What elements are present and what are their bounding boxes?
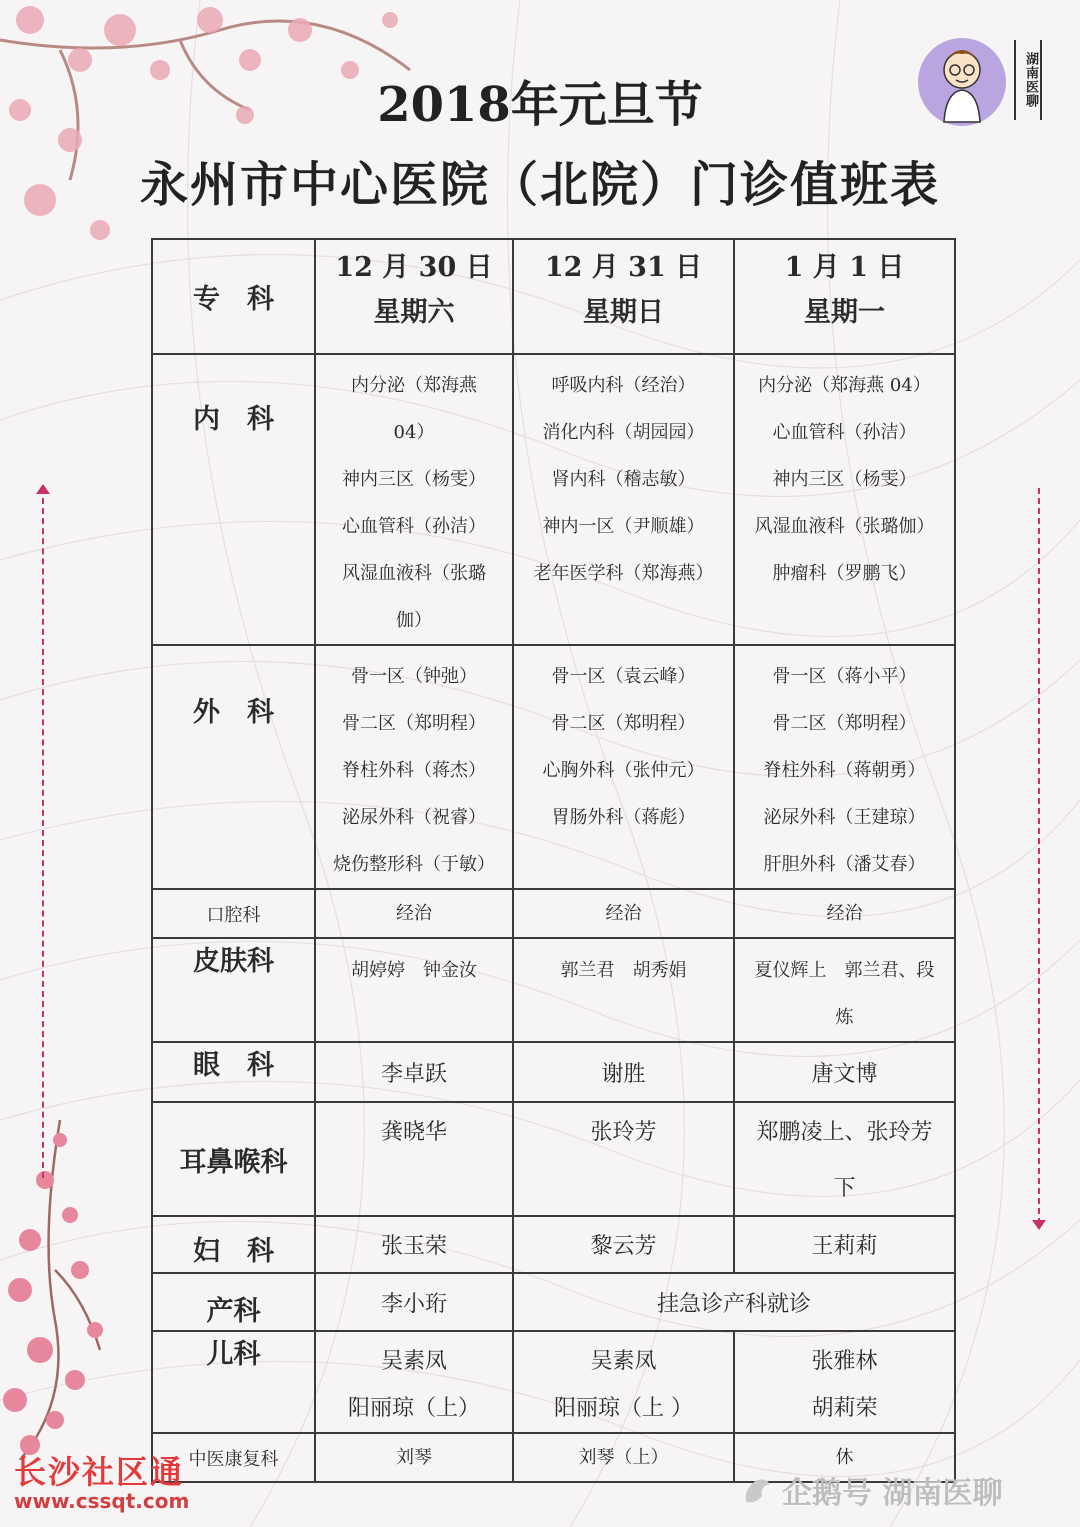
table-row xyxy=(152,1331,955,1433)
duty-entry: 肾内科（稽志敏） xyxy=(551,469,696,490)
dept-cell xyxy=(152,889,315,938)
duty-cell xyxy=(734,645,955,889)
duty-entry: 张玲芳 xyxy=(590,1120,657,1145)
duty-entry: 张雅林 xyxy=(811,1349,878,1374)
duty-entry: 黎云芳 xyxy=(590,1234,657,1259)
duty-entry: 内分泌（郑海燕 04） xyxy=(758,375,931,396)
header-dept-cell xyxy=(152,239,315,354)
duty-entry: 心血管科（孙洁） xyxy=(772,422,917,443)
page-title-line1: 2018年元旦节 xyxy=(377,77,703,133)
duty-entry: 胡莉荣 xyxy=(811,1396,878,1421)
dept-cell xyxy=(152,1042,315,1102)
duty-entry: 郑鹏凌上、张玲芳 xyxy=(756,1120,933,1145)
dept-label: 耳鼻喉科 xyxy=(179,1146,288,1178)
duty-entry: 李卓跃 xyxy=(380,1061,447,1087)
dept-label: 皮肤科 xyxy=(193,946,274,977)
duty-cell xyxy=(513,938,734,1042)
dept-label: 外 科 xyxy=(193,697,274,728)
table-row xyxy=(152,938,955,1042)
duty-cell xyxy=(315,1273,513,1331)
duty-cell xyxy=(315,1042,513,1102)
watermark-cssqt-title: 长沙社区通 xyxy=(14,1453,185,1491)
duty-entry: 肿瘤科（罗鹏飞） xyxy=(772,563,917,584)
duty-entry: 经治 xyxy=(605,903,642,924)
header-date: 12 月 31 日 xyxy=(544,252,703,283)
duty-cell xyxy=(513,354,734,645)
dept-cell xyxy=(152,1102,315,1216)
duty-entry: 刘琴（上） xyxy=(578,1447,669,1468)
header-date: 1 月 1 日 xyxy=(784,252,905,283)
cherry-blossom-bottom-decoration xyxy=(0,1120,110,1460)
dept-cell xyxy=(152,1216,315,1273)
table-row xyxy=(152,354,955,645)
duty-entry: 夏仪辉上 郭兰君、段 xyxy=(754,960,935,981)
duty-cell xyxy=(513,1216,734,1273)
table-row xyxy=(152,1102,955,1216)
duty-entry: 伽） xyxy=(396,610,432,631)
dept-cell xyxy=(152,938,315,1042)
duty-entry: 神内一区（尹顺雄） xyxy=(542,516,705,537)
duty-cell xyxy=(513,1433,734,1482)
duty-entry: 呼吸内科（经治） xyxy=(551,375,696,396)
duty-cell xyxy=(513,1102,734,1216)
duty-entry: 04） xyxy=(393,422,435,443)
duty-entry: 骨二区（郑明程） xyxy=(342,713,486,734)
duty-entry: 经治 xyxy=(826,903,863,924)
header-row xyxy=(152,239,955,354)
duty-entry: 骨二区（郑明程） xyxy=(772,713,917,734)
dept-cell xyxy=(152,645,315,889)
duty-cell xyxy=(315,889,513,938)
duty-entry: 泌尿外科（祝睿） xyxy=(342,807,486,828)
duty-entry: 脊柱外科（蒋朝勇） xyxy=(763,760,926,781)
duty-entry: 骨一区（钟弛） xyxy=(351,666,477,687)
logo-vertical-text: 湖南医聊 xyxy=(1014,40,1042,120)
schedule-table xyxy=(151,238,956,1483)
duty-entry: 烧伤整形科（于敏） xyxy=(333,854,495,875)
dept-label: 内 科 xyxy=(193,404,274,435)
duty-cell xyxy=(734,889,955,938)
duty-cell xyxy=(734,1102,955,1216)
duty-entry: 炼 xyxy=(835,1007,854,1028)
dept-label: 眼 科 xyxy=(193,1050,274,1081)
table-row xyxy=(152,889,955,938)
duty-entry: 谢胜 xyxy=(601,1061,646,1087)
header-day-cell xyxy=(734,239,955,354)
duty-entry: 胃肠外科（蒋彪） xyxy=(551,807,696,828)
header-dept-label: 专 科 xyxy=(193,284,274,315)
duty-cell xyxy=(315,938,513,1042)
duty-entry: 王莉莉 xyxy=(811,1234,878,1259)
duty-entry: 心血管科（孙洁） xyxy=(342,516,486,537)
left-dashed-decoration xyxy=(42,488,46,1178)
duty-cell xyxy=(513,889,734,938)
duty-cell xyxy=(513,1331,734,1433)
dept-cell xyxy=(152,354,315,645)
table-row xyxy=(152,1273,955,1331)
duty-cell xyxy=(513,645,734,889)
duty-entry: 下 xyxy=(833,1176,856,1201)
watermark-qq-text: 企鹅号 湖南医聊 xyxy=(782,1476,1003,1511)
penguin-icon xyxy=(740,1472,776,1508)
duty-cell xyxy=(513,1042,734,1102)
duty-cell xyxy=(315,354,513,645)
table-row xyxy=(152,645,955,889)
duty-entry: 吴素凤 xyxy=(380,1349,447,1374)
duty-entry: 肝胆外科（潘艾春） xyxy=(763,854,926,875)
duty-cell xyxy=(734,1042,955,1102)
table-row xyxy=(152,1216,955,1273)
duty-entry: 神内三区（杨雯） xyxy=(772,469,917,490)
duty-entry: 心胸外科（张仲元） xyxy=(542,760,705,781)
duty-entry: 刘琴 xyxy=(396,1447,432,1468)
watermark-cssqt-url: www.cssqt.com xyxy=(14,1489,190,1513)
watermark-cssqt xyxy=(14,1454,214,1512)
header-day-cell xyxy=(513,239,734,354)
table-row xyxy=(152,1042,955,1102)
duty-entry: 吴素凤 xyxy=(590,1349,657,1374)
duty-entry: 李小珩 xyxy=(380,1291,447,1317)
header-date: 12 月 30 日 xyxy=(335,252,493,283)
duty-entry: 骨二区（郑明程） xyxy=(551,713,696,734)
duty-cell xyxy=(315,1433,513,1482)
header-weekday: 星期六 xyxy=(373,297,455,328)
dept-cell xyxy=(152,1331,315,1433)
dept-cell xyxy=(152,1273,315,1331)
duty-entry: 挂急诊产科就诊 xyxy=(656,1291,811,1317)
duty-entry: 阳丽琼（上 ） xyxy=(554,1396,693,1421)
duty-entry: 阳丽琼（上） xyxy=(347,1396,480,1421)
duty-entry: 老年医学科（郑海燕） xyxy=(533,563,714,584)
header-weekday: 星期一 xyxy=(804,297,885,328)
watermark-qq xyxy=(740,1468,1070,1512)
duty-entry: 消化内科（胡园园） xyxy=(542,422,705,443)
duty-cell xyxy=(315,1331,513,1433)
duty-entry: 神内三区（杨雯） xyxy=(342,469,486,490)
right-dashed-decoration xyxy=(1038,488,1042,1224)
duty-entry: 泌尿外科（王建琼） xyxy=(763,807,926,828)
duty-cell-merged xyxy=(513,1273,955,1331)
dept-label: 儿科 xyxy=(206,1339,261,1370)
duty-entry: 风湿血液科（张璐伽） xyxy=(754,516,935,537)
dept-label: 产科 xyxy=(206,1296,261,1327)
duty-entry: 经治 xyxy=(396,903,432,924)
arrow-down-icon xyxy=(1032,1220,1046,1230)
duty-entry: 骨一区（蒋小平） xyxy=(772,666,917,687)
duty-cell xyxy=(734,1331,955,1433)
page-title-line2: 永州市中心医院（北院）门诊值班表 xyxy=(139,157,940,213)
duty-entry: 胡婷婷 钟金汝 xyxy=(351,960,477,981)
duty-cell xyxy=(734,1216,955,1273)
duty-cell xyxy=(315,1102,513,1216)
dept-label: 妇 科 xyxy=(193,1236,274,1267)
dept-label: 中医康复科 xyxy=(188,1448,279,1470)
duty-entry: 唐文博 xyxy=(811,1061,878,1087)
header-day-cell xyxy=(315,239,513,354)
duty-entry: 郭兰君 胡秀娟 xyxy=(560,960,687,981)
duty-cell xyxy=(734,354,955,645)
duty-entry: 脊柱外科（蒋杰） xyxy=(342,760,486,781)
duty-entry: 风湿血液科（张璐 xyxy=(342,563,486,584)
duty-cell xyxy=(315,1216,513,1273)
header-weekday: 星期日 xyxy=(583,297,664,328)
dept-label: 口腔科 xyxy=(206,904,261,926)
duty-entry: 龚晓华 xyxy=(380,1120,447,1145)
duty-cell xyxy=(315,645,513,889)
duty-entry: 内分泌（郑海燕 xyxy=(351,375,477,396)
duty-entry: 骨一区（袁云峰） xyxy=(551,666,696,687)
duty-cell xyxy=(734,938,955,1042)
duty-entry: 张玉荣 xyxy=(380,1234,447,1259)
duty-entry: 休 xyxy=(835,1447,854,1468)
